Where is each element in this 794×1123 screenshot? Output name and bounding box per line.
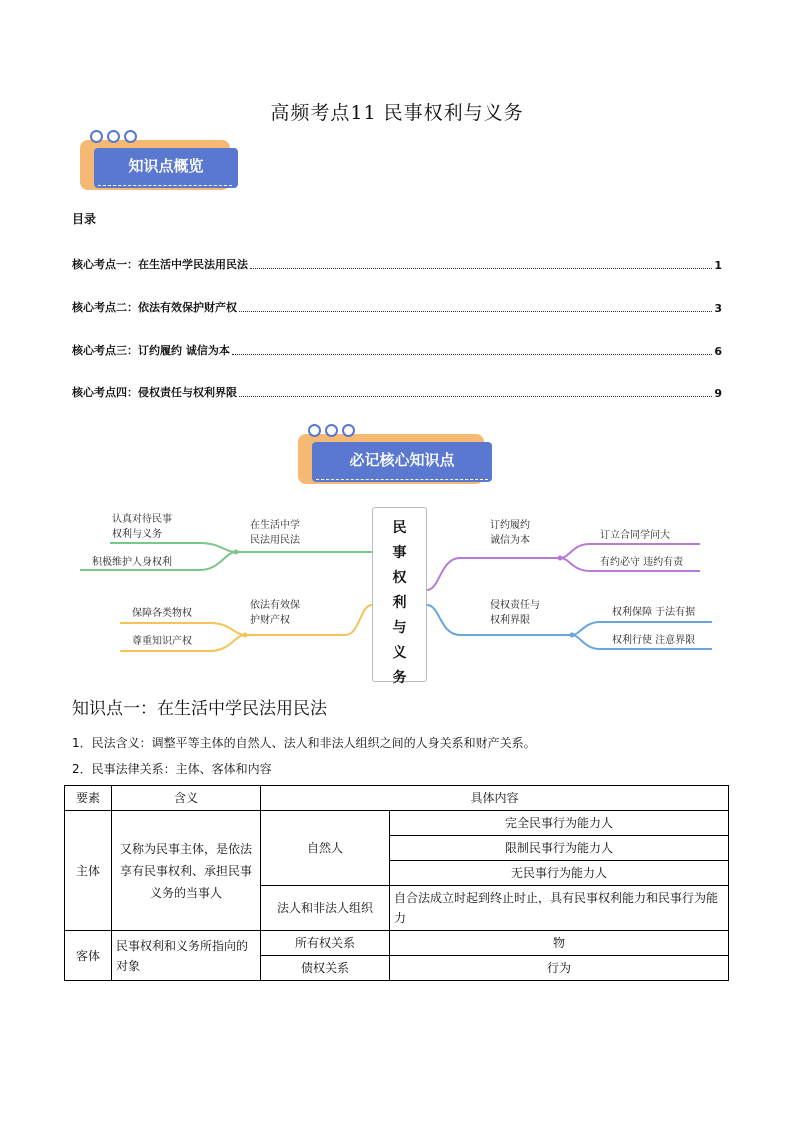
node-dot — [558, 556, 563, 561]
center-char: 义 — [392, 645, 407, 661]
toc-leader-dots — [239, 311, 712, 312]
table-cell: 自合法成立时起到终止时止，具有民事权利能力和民事行为能力 — [390, 886, 729, 931]
center-char: 务 — [392, 670, 407, 686]
toc-item-3[interactable] — [72, 342, 722, 358]
table-cell: 完全民事行为能力人 — [390, 811, 729, 836]
mindmap-branch-1: 在生活中学 民法用民法 — [250, 520, 300, 546]
binder-rings-icon — [308, 422, 359, 441]
node-dot — [243, 633, 248, 638]
table-cell: 又称为民事主体，是依法享有民事权利、承担民事义务的当事人 — [112, 811, 261, 931]
toc-item-label: 核心考点四：侵权责任与权利界限 — [72, 386, 237, 399]
table-cell: 主体 — [65, 811, 112, 931]
table-header-row — [65, 786, 729, 811]
toc-item-label: 核心考点三：订约履约 诚信为本 — [72, 344, 230, 357]
center-char: 利 — [392, 595, 407, 611]
mindmap-branch-3: 订约履约 诚信为本 — [490, 520, 530, 546]
table-header-cell: 要素 — [65, 786, 112, 811]
toc-item-label: 核心考点一：在生活中学民法用民法 — [72, 258, 248, 271]
table-cell: 行为 — [390, 956, 729, 981]
center-char: 事 — [392, 545, 407, 561]
table-cell: 物 — [390, 931, 729, 956]
table-header-cell: 含义 — [112, 786, 261, 811]
banner-dash — [316, 479, 488, 480]
table-cell: 限制民事行为能力人 — [390, 836, 729, 861]
table-cell: 民事权利和义务所指向的对象 — [112, 931, 261, 981]
branch-line-1a — [110, 543, 236, 552]
table-cell: 所有权关系 — [261, 931, 390, 956]
toc-item-4[interactable] — [72, 384, 722, 400]
mindmap-branch-2: 依法有效保 护财产权 — [250, 600, 300, 626]
page-title: 高频考点11 民事权利与义务 — [270, 102, 524, 124]
table-row — [65, 811, 729, 836]
toc-leader-dots — [232, 354, 713, 355]
node-dot — [234, 550, 239, 555]
mindmap-leaf-1b: 积极维护人身权利 — [92, 557, 172, 568]
center-char: 与 — [392, 620, 407, 636]
banner-label: 必记核心知识点 — [312, 442, 492, 482]
overview-banner — [80, 128, 238, 192]
mindmap-leaf-4a: 权利保障 于法有据 — [612, 607, 696, 618]
center-char: 民 — [392, 520, 407, 536]
mindmap-leaf-4b: 权利行使 注意界限 — [612, 635, 696, 646]
toc-item-2[interactable] — [72, 299, 722, 315]
paragraph-relation: 2．民事法律关系：主体、客体和内容 — [72, 762, 272, 776]
mindmap-branch-4: 侵权责任与 权利界限 — [490, 600, 540, 626]
branch-line-3 — [427, 558, 560, 590]
toc-heading: 目录 — [72, 212, 97, 226]
toc-item-page: 3 — [714, 302, 722, 315]
toc-item-1[interactable] — [72, 256, 722, 272]
table-cell: 无民事行为能力人 — [390, 861, 729, 886]
center-char: 权 — [392, 570, 407, 586]
mindmap-leaf-2b: 尊重知识产权 — [132, 636, 192, 647]
toc-leader-dots — [250, 268, 712, 269]
table-cell: 自然人 — [261, 811, 390, 886]
node-dot — [570, 633, 575, 638]
section-title: 知识点一：在生活中学民法用民法 — [72, 699, 327, 719]
mindmap-leaf-2a: 保障各类物权 — [132, 608, 192, 619]
civil-relation-table — [64, 785, 729, 981]
banner-label: 知识点概览 — [94, 148, 238, 188]
table-row — [65, 931, 729, 956]
banner-dash — [98, 185, 232, 186]
mindmap-leaf-3a: 订立合同学问大 — [600, 530, 670, 541]
table-cell: 客体 — [65, 931, 112, 981]
mindmap-center — [372, 507, 427, 686]
toc-item-page: 1 — [714, 259, 722, 272]
toc-leader-dots — [239, 396, 712, 397]
core-knowledge-banner — [298, 422, 494, 486]
table-cell: 债权关系 — [261, 956, 390, 981]
table-cell: 法人和非法人组织 — [261, 886, 390, 931]
toc-item-page: 6 — [714, 345, 722, 358]
toc-item-page: 9 — [714, 387, 722, 400]
table-header-cell: 具体内容 — [261, 786, 729, 811]
toc-item-label: 核心考点二：依法有效保护财产权 — [72, 301, 237, 314]
binder-rings-icon — [90, 128, 141, 147]
mindmap-leaf-3b: 有约必守 违约有责 — [600, 557, 684, 568]
paragraph-definition: 1．民法含义：调整平等主体的自然人、法人和非法人组织之间的人身关系和财产关系。 — [72, 736, 536, 750]
mindmap-leaf-1a: 认真对待民事 权利与义务 — [112, 514, 172, 540]
